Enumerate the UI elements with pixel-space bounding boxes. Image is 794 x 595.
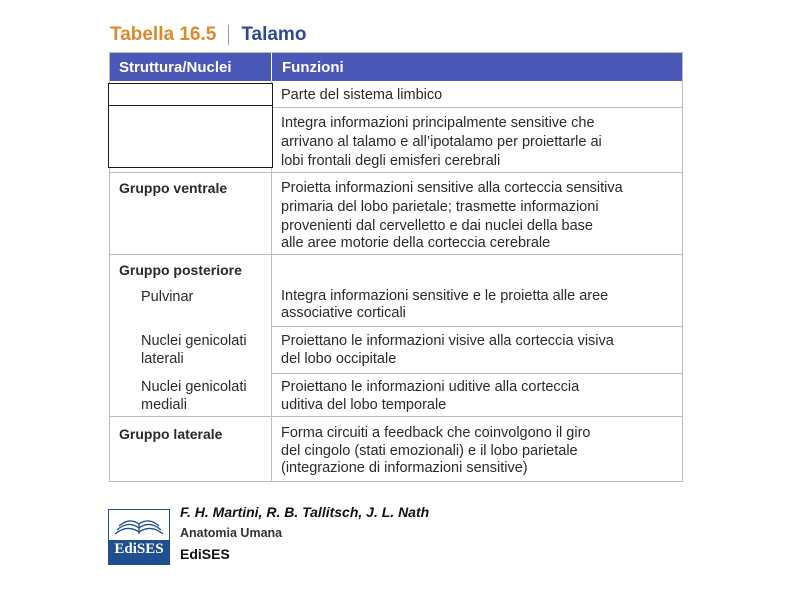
table-title bbox=[110, 22, 306, 48]
row4b-structure-line1: Nuclei genicolati bbox=[141, 333, 247, 349]
row2-function-line2: arrivano al talamo e all’ipotalamo per proiettarle ai bbox=[281, 134, 602, 150]
open-book-icon bbox=[109, 510, 169, 540]
row4a-structure: Pulvinar bbox=[141, 289, 194, 305]
row5-function-line3: (integrazione di informazioni sensitive) bbox=[281, 460, 528, 476]
row4c-function-line2: uditiva del lobo temporale bbox=[281, 397, 447, 413]
publisher-name: EdiSES bbox=[180, 546, 230, 562]
row4b-function-line2: del lobo occipitale bbox=[281, 351, 397, 367]
edises-logo bbox=[108, 509, 170, 565]
row-divider bbox=[272, 373, 682, 374]
row4a-function-line2: associative corticali bbox=[281, 305, 406, 321]
header-functions: Funzioni bbox=[282, 59, 344, 76]
table-number: Tabella 16.5 bbox=[110, 24, 217, 45]
header-structure: Struttura/Nuclei bbox=[119, 59, 232, 76]
table-name: Talamo bbox=[241, 24, 307, 45]
row-divider bbox=[272, 326, 682, 327]
title-divider bbox=[228, 25, 229, 45]
header-divider bbox=[271, 53, 272, 81]
row4b-function-line1: Proiettano le informazioni visive alla corteccia visiva bbox=[281, 333, 614, 349]
hidden-answer-box-1[interactable] bbox=[108, 83, 273, 107]
row4c-structure-line2: mediali bbox=[141, 397, 187, 413]
row4c-structure-line1: Nuclei genicolati bbox=[141, 379, 247, 395]
row-divider bbox=[110, 172, 682, 173]
row2-function-line1: Integra informazioni principalmente sensitive che bbox=[281, 115, 595, 131]
row2-function-line3: lobi frontali degli emisferi cerebrali bbox=[281, 153, 501, 169]
row3-function-line3: provenienti dal cervelletto e dai nuclei della base bbox=[281, 218, 593, 234]
row4a-function-line1: Integra informazioni sensitive e le proietta alle aree bbox=[281, 288, 609, 304]
hidden-answer-box-2[interactable] bbox=[108, 105, 273, 168]
row4c-function-line1: Proiettano le informazioni uditive alla corteccia bbox=[281, 379, 580, 395]
row3-function-line2: primaria del lobo parietale; trasmette informazioni bbox=[281, 199, 599, 215]
row3-function-line1: Proietta informazioni sensitive alla corteccia sensitiva bbox=[281, 180, 623, 196]
thalamus-table bbox=[109, 52, 683, 482]
row4b-structure-line2: laterali bbox=[141, 351, 184, 367]
row-divider bbox=[110, 416, 682, 417]
row5-function-line1: Forma circuiti a feedback che coinvolgono il giro bbox=[281, 425, 591, 441]
row1-function: Parte del sistema limbico bbox=[281, 87, 443, 103]
row-divider bbox=[110, 254, 682, 255]
row5-function-line2: del cingolo (stati emozionali) e il lobo parietale bbox=[281, 443, 578, 459]
row5-structure: Gruppo laterale bbox=[119, 426, 223, 442]
row3-function-line4: alle aree motorie della corteccia cerebrale bbox=[281, 235, 551, 251]
book-title: Anatomia Umana bbox=[180, 526, 283, 540]
row3-structure: Gruppo ventrale bbox=[119, 180, 228, 196]
logo-label: EdiSES bbox=[114, 541, 164, 557]
table-header bbox=[110, 53, 682, 81]
authors: F. H. Martini, R. B. Tallitsch, J. L. Nath bbox=[180, 504, 430, 520]
row4-structure: Gruppo posteriore bbox=[119, 262, 242, 278]
